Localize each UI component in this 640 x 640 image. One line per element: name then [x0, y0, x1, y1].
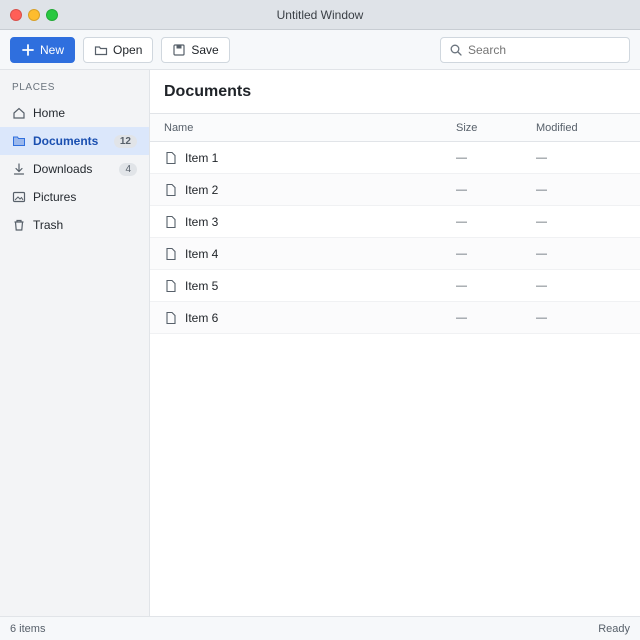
minimize-window-button[interactable] — [28, 9, 40, 21]
list-item-name: Item 5 — [185, 278, 219, 293]
search-box[interactable] — [440, 37, 630, 63]
list-item-name-cell — [164, 247, 456, 261]
list-item-size: — — [456, 151, 467, 164]
sidebar-item-count: 4 — [119, 163, 137, 176]
main-header — [150, 70, 640, 114]
sidebar-item-home[interactable] — [0, 99, 149, 127]
list-item-name: Item 6 — [185, 310, 219, 325]
list-item-name-cell — [164, 215, 456, 229]
folder-open-icon — [94, 43, 108, 57]
status-bar — [0, 616, 640, 640]
column-header-name[interactable]: Name — [164, 121, 194, 134]
status-item-count: 6 items — [10, 622, 46, 635]
sidebar-item-label: Documents — [33, 134, 99, 148]
sidebar-item-trash[interactable] — [0, 211, 149, 239]
list-header — [150, 114, 640, 142]
list-item-name: Item 4 — [185, 246, 219, 261]
sidebar-item-count: 12 — [114, 135, 137, 148]
status-state: Ready — [598, 622, 630, 635]
search-input[interactable] — [468, 43, 621, 57]
list-item-date: — — [536, 151, 547, 164]
list-item[interactable] — [150, 302, 640, 334]
open-button-label: Open — [113, 42, 143, 57]
file-icon — [164, 151, 178, 165]
list-item-name-cell — [164, 311, 456, 325]
maximize-window-button[interactable] — [46, 9, 58, 21]
window-controls — [10, 9, 58, 21]
list-item-date: — — [536, 183, 547, 196]
column-header-date[interactable]: Modified — [536, 121, 578, 134]
list-item-size: — — [456, 183, 467, 196]
list-item-date: — — [536, 311, 547, 324]
list-item[interactable] — [150, 270, 640, 302]
file-icon — [164, 215, 178, 229]
sidebar-item-label: Downloads — [33, 162, 93, 176]
content-area — [0, 70, 640, 616]
list-item[interactable] — [150, 142, 640, 174]
page-title: Documents — [164, 82, 252, 100]
toolbar — [0, 30, 640, 70]
file-icon — [164, 247, 178, 261]
save-button-label: Save — [191, 42, 219, 57]
trash-icon — [12, 218, 26, 232]
list-item-name-cell — [164, 151, 456, 165]
sidebar-item-label: Trash — [33, 218, 64, 232]
list-item-name: Item 2 — [185, 182, 219, 197]
list-item-date: — — [536, 279, 547, 292]
list-item-name: Item 3 — [185, 214, 219, 229]
file-icon — [164, 183, 178, 197]
list-item-name-cell — [164, 279, 456, 293]
list-item[interactable] — [150, 238, 640, 270]
main-panel — [150, 70, 640, 616]
download-icon — [12, 162, 26, 176]
image-icon — [12, 190, 26, 204]
list-item[interactable] — [150, 174, 640, 206]
file-icon — [164, 279, 178, 293]
list-item-size: — — [456, 215, 467, 228]
home-icon — [12, 106, 26, 120]
save-icon — [172, 43, 186, 57]
open-button[interactable] — [83, 37, 153, 63]
plus-icon — [21, 43, 35, 57]
list-item-size: — — [456, 247, 467, 260]
sidebar-item-downloads[interactable] — [0, 155, 149, 183]
list-item-size: — — [456, 311, 467, 324]
list-item-name-cell — [164, 183, 456, 197]
list-item-date: — — [536, 215, 547, 228]
window-title: Untitled Window — [276, 7, 364, 22]
new-button[interactable] — [10, 37, 75, 63]
list-item-date: — — [536, 247, 547, 260]
title-bar[interactable] — [0, 0, 640, 30]
column-header-size[interactable]: Size — [456, 121, 478, 134]
sidebar-item-pictures[interactable] — [0, 183, 149, 211]
save-button[interactable] — [161, 37, 229, 63]
sidebar-item-label: Pictures — [33, 190, 77, 204]
sidebar-item-documents[interactable] — [0, 127, 149, 155]
close-window-button[interactable] — [10, 9, 22, 21]
file-icon — [164, 311, 178, 325]
sidebar-heading: PLACES — [12, 82, 56, 93]
folder-icon — [12, 134, 26, 148]
new-button-label: New — [40, 42, 65, 57]
list-item-name: Item 1 — [185, 150, 219, 165]
item-list — [150, 142, 640, 616]
sidebar-item-label: Home — [33, 106, 66, 120]
list-item-size: — — [456, 279, 467, 292]
search-icon — [449, 43, 463, 57]
list-item[interactable] — [150, 206, 640, 238]
sidebar — [0, 70, 150, 616]
